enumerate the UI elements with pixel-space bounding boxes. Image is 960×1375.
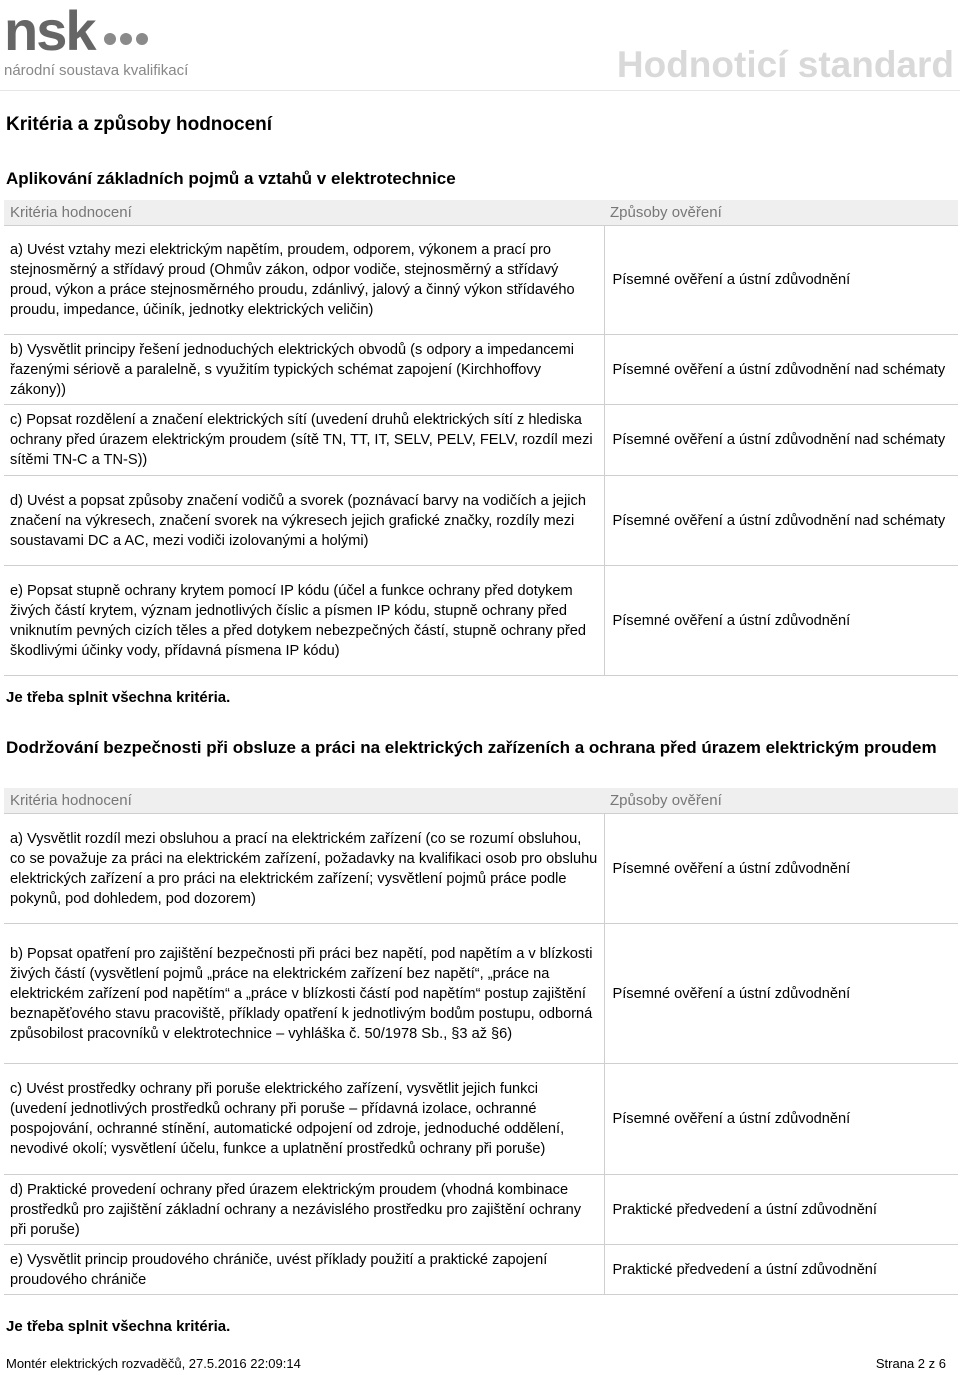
header-divider [0, 90, 960, 91]
page-header [0, 0, 960, 92]
section-note: Je třeba splnit všechna kritéria. [6, 1318, 231, 1335]
document-title: Hodnoticí standard [616, 44, 954, 85]
method-cell: Praktické předvedení a ústní zdůvodnění [604, 1175, 958, 1245]
table-row [4, 226, 958, 335]
footer-page-number: Strana 2 z 6 [875, 1356, 946, 1371]
nsk-logo [4, 0, 214, 86]
criteria-table [4, 200, 958, 676]
criterion-cell: d) Praktické provedení ochrany před úrazem elektrickým proudem (vhodná kombinace prostředků pro zajištění základní ochrany a nezávislého prostředku pro zajištění ochrany při poruše) [4, 1175, 604, 1245]
method-cell: Písemné ověření a ústní zdůvodnění nad schématy [604, 335, 958, 405]
section-title: Dodržování bezpečnosti při obsluze a práci na elektrických zařízeních a ochrana před úrazem elektrickým proudem [6, 738, 937, 757]
logo-subtitle: národní soustava kvalifikací [4, 62, 189, 79]
criteria-column-header: Kritéria hodnocení [4, 200, 604, 226]
criterion-cell: b) Vysvětlit principy řešení jednoduchých elektrických obvodů (s odpory a impedancemi řazenými sériově a paralelně, s využitím typických schémat zapojení (Kirchhoffovy zákony)) [4, 335, 604, 405]
table-header-row [4, 200, 958, 226]
table-row [4, 1245, 958, 1295]
table-row [4, 405, 958, 476]
table-row [4, 566, 958, 676]
methods-column-header: Způsoby ověření [604, 200, 958, 226]
criteria-column-header: Kritéria hodnocení [4, 788, 604, 814]
table-row [4, 1175, 958, 1245]
section-title: Aplikování základních pojmů a vztahů v elektrotechnice [6, 169, 456, 188]
criterion-cell: e) Popsat stupně ochrany krytem pomocí IP kódu (účel a funkce ochrany před dotykem živých částí krytem, význam jednotlivých číslic a písmen IP kódu, stupně ochrany před vniknutím pevných cizích těles a před dotykem nebezpečných částí, stupně ochrany před škodlivými účinky vody, přídavná písmena IP kódu) [4, 566, 604, 676]
method-cell: Písemné ověření a ústní zdůvodnění [604, 814, 958, 924]
table-row [4, 1064, 958, 1175]
method-cell: Písemné ověření a ústní zdůvodnění nad schématy [604, 476, 958, 566]
method-cell: Písemné ověření a ústní zdůvodnění [604, 226, 958, 335]
table-row [4, 924, 958, 1064]
criterion-cell: d) Uvést a popsat způsoby značení vodičů a svorek (poznávací barvy na vodičích a jejich značení na výkresech, značení svorek na výkresech jejich grafické značky, rozdíly mezi soustavami DC a AC, mezi vodiči izolovanými a holými) [4, 476, 604, 566]
method-cell: Písemné ověření a ústní zdůvodnění [604, 566, 958, 676]
section-note: Je třeba splnit všechna kritéria. [6, 689, 231, 706]
criterion-cell: a) Uvést vztahy mezi elektrickým napětím, proudem, odporem, výkonem a prací pro stejnosměrný a střídavý proud (Ohmův zákon, odpor vodiče, stejnosměrný a střídavý proud, výkon a práce stejnosměrného proudu, zdánlivý, jalový a činný výkon střídavého proudu, impedance, účiník, jednotky elektrických veličin) [4, 226, 604, 335]
methods-column-header: Způsoby ověření [604, 788, 958, 814]
method-cell: Písemné ověření a ústní zdůvodnění [604, 924, 958, 1064]
criterion-cell: e) Vysvětlit princip proudového chrániče, uvést příklady použití a praktické zapojení proudového chrániče [4, 1245, 604, 1295]
footer-document-info: Montér elektrických rozvaděčů, 27.5.2016 22:09:14 [6, 1356, 301, 1371]
criterion-cell: a) Vysvětlit rozdíl mezi obsluhou a prací na elektrickém zařízení (co se rozumí obsluhou, co se považuje za práci na elektrickém zařízení, požadavky na kvalifikaci osob pro obsluhu elektrických zařízení a pro práci na elektrickém zařízení; vysvětlení pojmů práce podle pokynů, pod dohledem, pod dozorem) [4, 814, 604, 924]
method-cell: Praktické předvedení a ústní zdůvodnění [604, 1245, 958, 1295]
logo-word: nsk [4, 0, 95, 62]
criteria-table [4, 788, 958, 1295]
table-header-row [4, 788, 958, 814]
logo-dots-icon [104, 32, 152, 50]
criterion-cell: c) Popsat rozdělení a značení elektrických sítí (uvedení druhů elektrických sítí z hlediska ochrany před úrazem elektrickým proudem (sítě TN, TT, IT, SELV, PELV, FELV, rozdíl mezi sítěmi TN-C a TN-S)) [4, 405, 604, 476]
method-cell: Písemné ověření a ústní zdůvodnění [604, 1064, 958, 1175]
criterion-cell: c) Uvést prostředky ochrany při poruše elektrického zařízení, vysvětlit jejich funkci (uvedení jednotlivých prostředků ochrany při poruše – přídavná izolace, ochranné pospojování, ochranné stínění, automatické odpojení od zdroje, jednoduché oddělení, nevodivé okolí; vysvětlení účelu, funkce a uplatnění prostředků ochrany při poruše) [4, 1064, 604, 1175]
criterion-cell: b) Popsat opatření pro zajištění bezpečnosti při práci bez napětí, pod napětím a v blízkosti živých částí (vysvětlení pojmů „práce na elektrickém zařízení bez napětí“, „práce na elektrickém zařízení pod napětím“ a „práce v blízkosti částí pod napětím“ postup zajištění beznapěťového stavu pracoviště, příklady opatření k jednotlivým bodům postupu, odborná způsobilost pracovníků v elektrotechnice – vyhláška č. 50/1978 Sb., §3 až §6) [4, 924, 604, 1064]
table-row [4, 335, 958, 405]
method-cell: Písemné ověření a ústní zdůvodnění nad schématy [604, 405, 958, 476]
main-heading: Kritéria a způsoby hodnocení [6, 114, 273, 135]
table-row [4, 476, 958, 566]
table-row [4, 814, 958, 924]
